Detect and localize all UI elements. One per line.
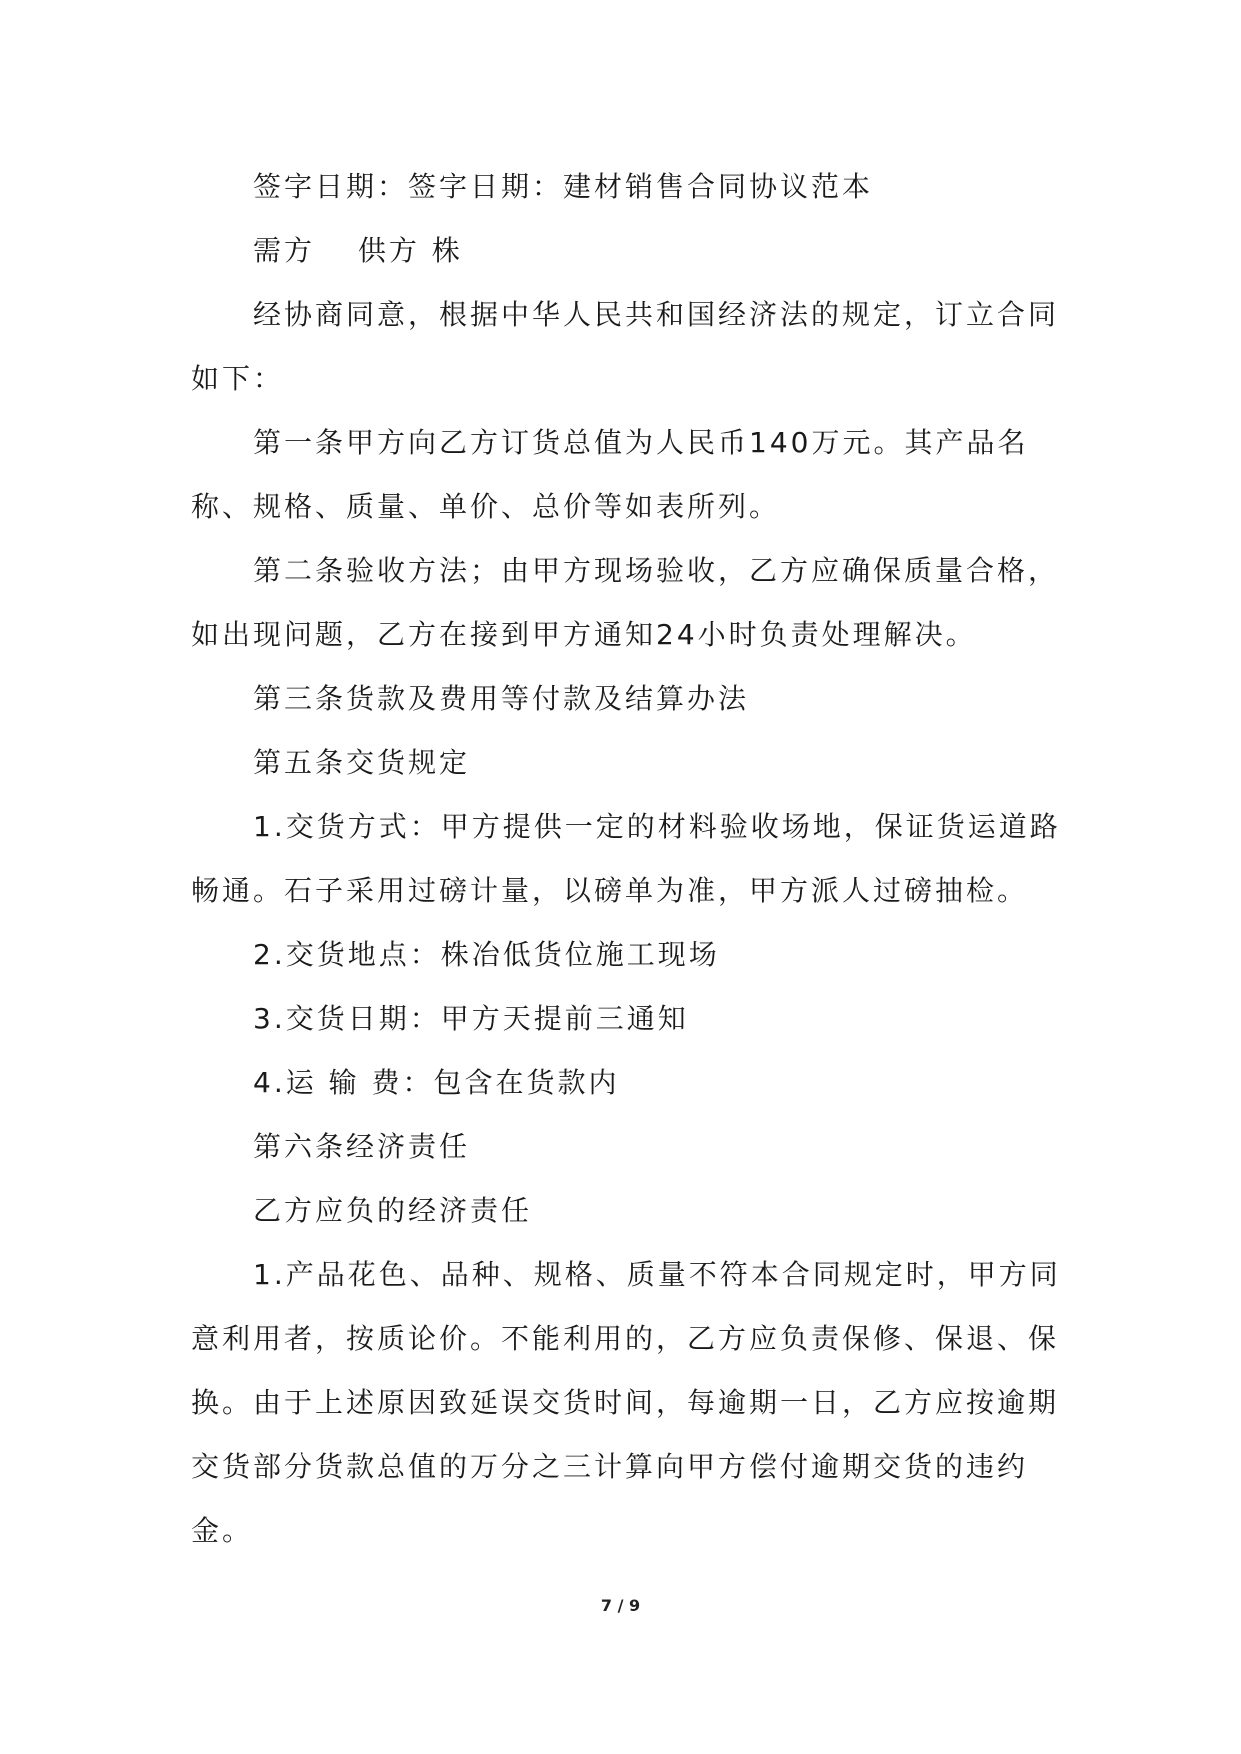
paragraph-delivery-date: 3.交货日期：甲方天提前三通知 — [253, 1002, 689, 1035]
paragraph-transport-fee: 4.运 输 费：包含在货款内 — [253, 1066, 620, 1099]
paragraph-delivery-method: 1.交货方式：甲方提供一定的材料验收场地，保证货运道路畅通。石子采用过磅计量，以磅单为准，甲方派人过磅抽检。 — [191, 810, 1061, 907]
paragraph-article-3: 第三条货款及费用等付款及结算办法 — [253, 682, 750, 715]
document-body — [191, 155, 1061, 1563]
paragraph-liability-1: 1.产品花色、品种、规格、质量不符本合同规定时，甲方同意利用者，按质论价。不能利用的，乙方应负责保修、保退、保换。由于上述原因致延误交货时间，每逾期一日，乙方应按逾期交货部分货款总值的万分之三计算向甲方偿付逾期交货的违约金。 — [191, 1258, 1061, 1547]
paragraph-parties: 需方 供方 株 — [253, 234, 463, 267]
paragraph-article-6: 第六条经济责任 — [253, 1130, 471, 1163]
paragraph-party-b-liability: 乙方应负的经济责任 — [253, 1194, 533, 1227]
paragraph-article-5: 第五条交货规定 — [253, 746, 471, 779]
page-number: 7 / 9 — [600, 1596, 641, 1615]
paragraph-delivery-location: 2.交货地点：株冶低货位施工现场 — [253, 938, 720, 971]
paragraph-signing-date: 签字日期：签字日期：建材销售合同协议范本 — [253, 170, 874, 203]
paragraph-article-2: 第二条验收方法；由甲方现场验收，乙方应确保质量合格，如出现问题，乙方在接到甲方通知24小时负责处理解决。 — [191, 554, 1060, 651]
paragraph-article-1: 第一条甲方向乙方订货总值为人民币140万元。其产品名称、规格、质量、单价、总价等如表所列。 — [191, 426, 1029, 523]
paragraph-intro: 经协商同意，根据中华人民共和国经济法的规定，订立合同如下： — [191, 298, 1060, 395]
